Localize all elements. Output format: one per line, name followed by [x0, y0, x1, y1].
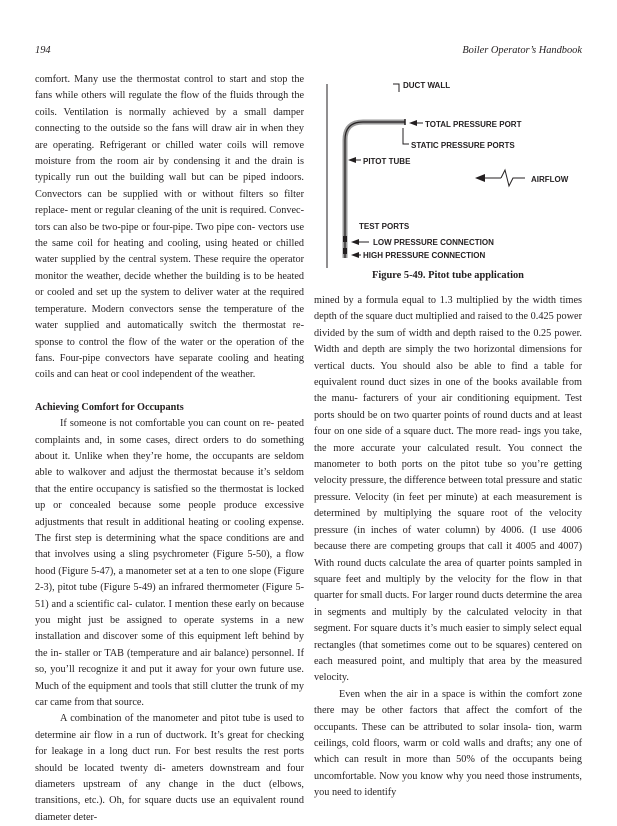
duct-wall-label: DUCT WALL	[403, 81, 451, 90]
high-pressure-connection-label: HIGH PRESSURE CONNECTION	[363, 251, 486, 260]
right-column	[314, 293, 582, 802]
test-ports-label: TEST PORTS	[359, 222, 410, 231]
section-heading: Achieving Comfort for Occupants	[35, 401, 184, 413]
pitot-tube-arrow	[348, 157, 356, 163]
airflow-break-symbol	[501, 170, 525, 186]
paragraph-other-factors: Even when the air in a space is within the comfort zone there may be other factors that affect the comfort of the occupants. These can be attributed to solar insola- tion, warm ceilings, cold floors, warm or cold walls and drafts; any one of which can result in more than 50% of the occupants being uncomfortable. Now you know why you need those instruments, you need to identify	[314, 688, 582, 799]
page-number: 194	[35, 45, 51, 56]
running-header-title: Boiler Operator’s Handbook	[462, 45, 582, 56]
figure-caption: Figure 5-49. Pitot tube application	[372, 270, 524, 281]
low-pressure-connection-label: LOW PRESSURE CONNECTION	[373, 238, 494, 247]
left-column	[35, 72, 304, 826]
airflow-arrow	[475, 174, 485, 182]
static-pressure-leader	[403, 128, 409, 144]
total-pressure-arrow	[409, 120, 417, 126]
test-port-high	[343, 248, 347, 254]
duct-wall-leader	[393, 84, 399, 92]
pitot-tube-figure	[325, 68, 580, 268]
airflow-label: AIRFLOW	[531, 175, 569, 184]
paragraph-comfort: If someone is not comfortable you can count on re- peated complaints and, in some cases, direct orders to do something about it. Unlike when they’re home, the occupants are seldom able to walkover and adjust the thermostat because it’s seldom that the entire occupancy is satisfied so the thermostat is locked up or concealed because some people produce excessive adjustments that result in additional heating or cooling expense. The first step is determining what the space conditions are and that involves using a sling psychrometer (Figure 5-50), a flow hood (Figure 5-47), a manometer set at a ten to one slope (Figure 2-3), pitot tube (Figure 5-49) an infrared thermometer (Figure 5-51) and a scientific cal- culator. I mention these early on because you might just be assigned to operate systems in a new installation and discover some of this equipment left behind by the in- staller or TAB (temperature and air balance) personnel. If so, you’ll recognize it and put it away for your own future use. Much of the equipment and tools that still clutter the trunk of my car came from that source.	[35, 418, 304, 709]
paragraph-manometer: A combination of the manometer and pitot tube is used to determine air flow in a run of ductwork. It’s great for checking for leakage in a long duct run. For best results the rest ports should be located twenty di- ameters downstream and four diameters upstream of any change in the duct (elbows, transitions, etc.). Oh, for square ducts use an equivalent round diameter deter-	[35, 713, 304, 823]
total-pressure-port-label: TOTAL PRESSURE PORT	[425, 120, 522, 129]
paragraph-velocity: mined by a formula equal to 1.3 multiplied by the width times depth of the square duct multiplied and raised to the 0.425 power divided by the sum of width and depth raised to the 0.25 power. Width and depth are simply the two horizontal dimensions for vertical ducts. You should also be able to find a table for equivalent round duct sizes in one of the books available from the manu- facturers of your air conditioning equipment. Test ports should be on two quarter points of round ducts and at least four on one side of a square duct. The more read- ings you take, the more accurate your calculated result. You connect the manometer to both ports on the pitot tube so you’re getting velocity pressure, the difference between total pressure and static pressure. Velocity (in feet per minute) at each measurement is determined by multiplying the square root of the velocity pressure (in inches of water column) by 4006. (I use 4006 because there are competing groups that call it 4005 and 4007) With round ducts calculate the area of quarter points sampled in square feet and multiply by the velocity for the flow in that quarter for small ducts. For larger round ducts determine the area in segments and multiply by the calculated velocity in that segment. For square ducts it’s much easier to simply select equal rectangles (that sometimes come out to be squares) centered on each measured point, and multiply that area by the measured velocity.	[314, 295, 582, 684]
low-pressure-arrow	[351, 239, 359, 245]
pitot-tube-label: PITOT TUBE	[363, 157, 411, 166]
high-pressure-arrow	[351, 252, 359, 258]
paragraph-convectors: comfort. Many use the thermostat control to start and stop the fans while others will regulate the flow of the fluids through the coils. Ventilation is normally achieved by a small damper connecting to the outside so the fans will draw air in when they are operating. Refrigerant or chilled water coils will remove moisture from the room air by condensing it and the drain is typically run out the building wall but can be piped indoors. Convectors can be supplied with or without filters so filter replace- ment or regular cleaning of the unit is required. Convec- tors can also be two-pipe or four-pipe. Two pipe con- vectors use the same coil for heating and cooling, using heated or chilled water supplied by the central system. These require the operator monitor the weather, decide whether the building is to be heated or cooled and set up the system to deliver water at the required temperature. Modern convectors sense the temperature of the water supplied and automatically switch the thermostat re- sponse to control the flow of the water or the operation of the fans. Four-pipe convectors have separate cooling and heating coils and can heat or cool independent of the weather.	[35, 74, 304, 381]
test-port-low	[343, 236, 347, 242]
static-pressure-ports-label: STATIC PRESSURE PORTS	[411, 141, 515, 150]
